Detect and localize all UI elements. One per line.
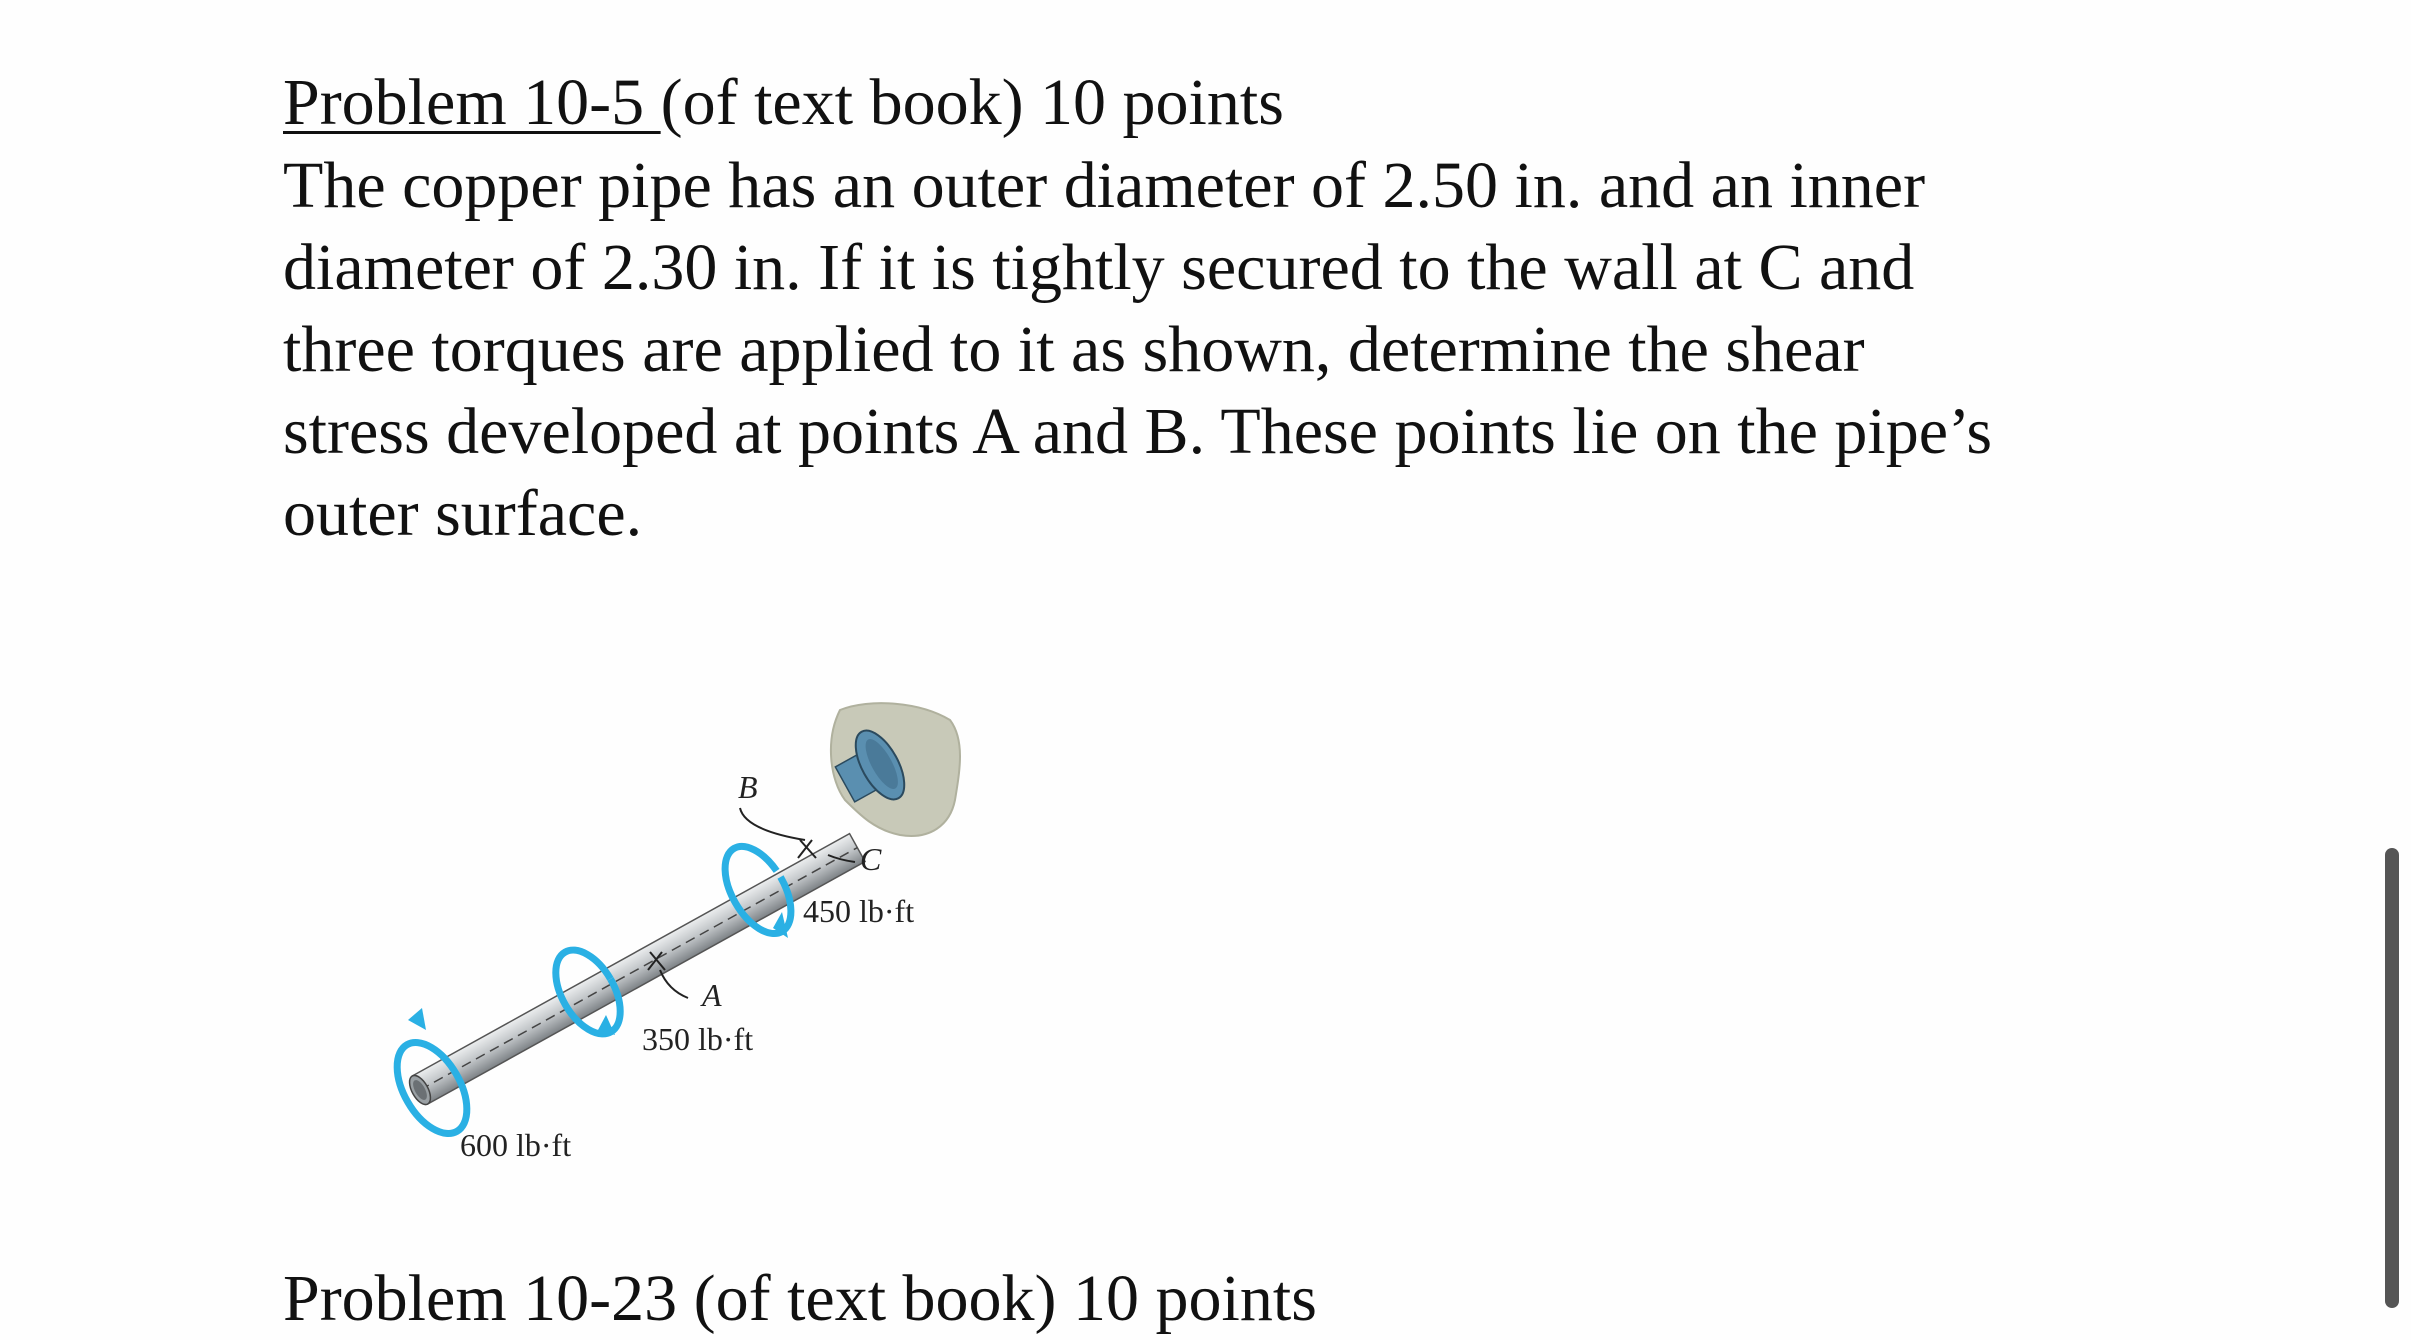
- problem-number: Problem 10-5: [283, 66, 661, 139]
- problem-statement: [283, 145, 2183, 555]
- problem-line: outer surface.: [283, 477, 643, 550]
- problem-points: (of text book) 10 points: [660, 66, 1284, 139]
- problem-line: diameter of 2.30 in. If it is tightly secured to the wall at C and: [283, 231, 1915, 304]
- pipe-diagram: [360, 690, 1010, 1190]
- copper-pipe: [405, 834, 865, 1108]
- label-point-c: C: [860, 841, 882, 877]
- label-point-b: B: [738, 769, 758, 805]
- pipe-torque-figure: [360, 690, 1010, 1190]
- label-torque-450: 450 lb·ft: [803, 893, 915, 929]
- problem-heading: [283, 62, 1284, 144]
- label-torque-600: 600 lb·ft: [460, 1127, 572, 1163]
- next-problem-heading: Problem 10-23 (of text book) 10 points: [283, 1262, 1317, 1335]
- point-b-marker: [798, 840, 816, 858]
- point-b-leader: [740, 808, 805, 840]
- problem-line: The copper pipe has an outer diameter of 2.50 in. and an inner: [283, 149, 1926, 222]
- label-point-a: A: [702, 977, 722, 1013]
- point-a-leader: [660, 970, 688, 998]
- label-torque-350: 350 lb·ft: [642, 1021, 754, 1057]
- vertical-scrollbar[interactable]: [2371, 0, 2411, 1293]
- problem-line: stress developed at points A and B. These points lie on the pipe’s: [283, 395, 1993, 468]
- scrollbar-thumb[interactable]: [2385, 848, 2399, 1308]
- problem-line: three torques are applied to it as shown, determine the shear: [283, 313, 1865, 386]
